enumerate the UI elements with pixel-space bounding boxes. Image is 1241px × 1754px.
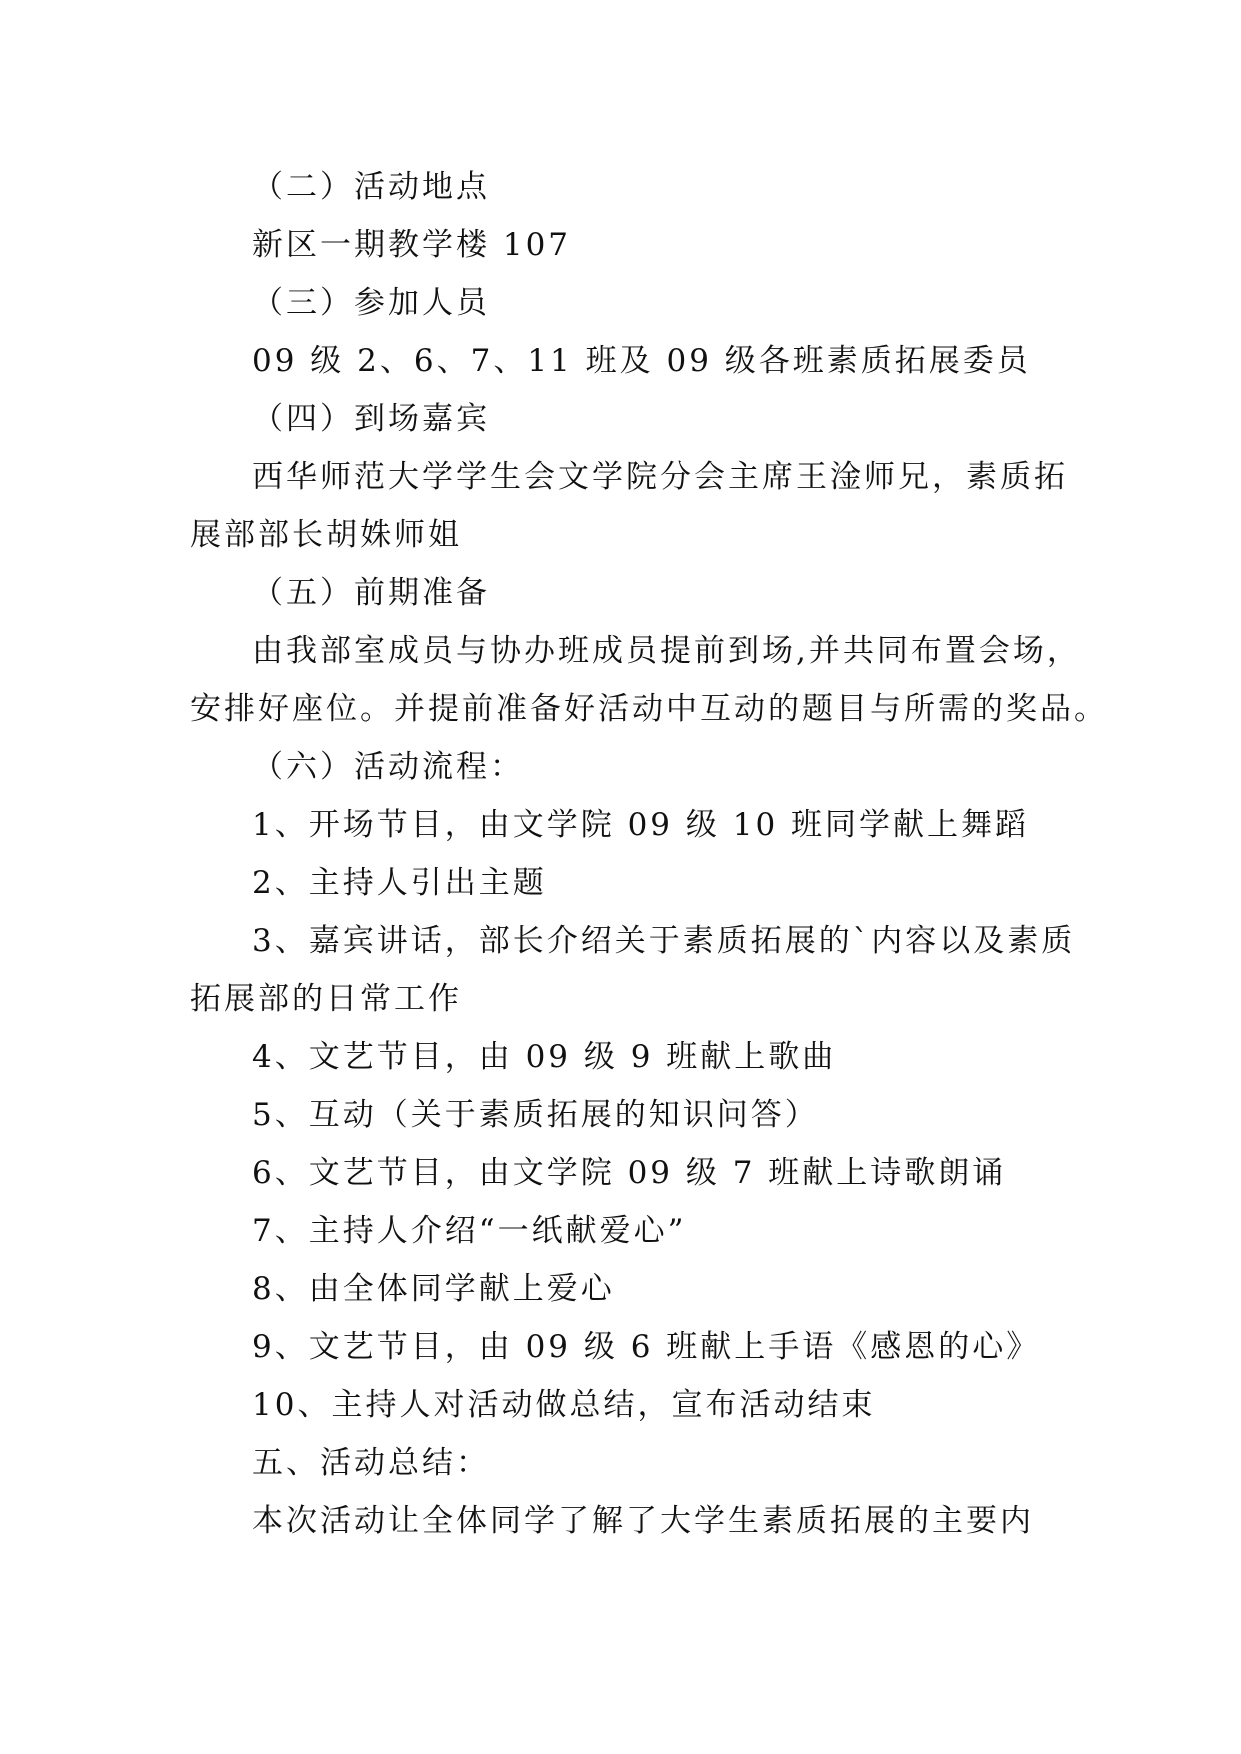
list-item: 10、主持人对活动做总结，宣布活动结束 bbox=[252, 1387, 876, 1423]
list-item: 1、开场节目，由文学院 09 级 10 班同学献上舞蹈 bbox=[252, 807, 1030, 843]
document-body bbox=[190, 158, 1108, 1550]
paragraph-line: 新区一期教学楼 107 bbox=[252, 227, 572, 263]
list-item: 9、文艺节目，由 09 级 6 班献上手语《感恩的心》 bbox=[252, 1329, 1041, 1365]
section-heading-process: （六）活动流程： bbox=[252, 749, 524, 785]
paragraph-line: 西华师范大学学生会文学院分会主席王淦师兄，素质拓 bbox=[252, 459, 1068, 495]
list-item: 2、主持人引出主题 bbox=[252, 865, 547, 901]
section-heading-preparation: （五）前期准备 bbox=[252, 575, 490, 611]
list-item: 7、主持人介绍“一纸献爱心” bbox=[252, 1213, 687, 1249]
list-item: 5、互动（关于素质拓展的知识问答） bbox=[252, 1097, 819, 1133]
list-item: 3、嘉宾讲话，部长介绍关于素质拓展的`内容以及素质 bbox=[252, 923, 1076, 959]
list-item: 8、由全体同学献上爱心 bbox=[252, 1271, 615, 1307]
paragraph-line: 展部部长胡姝师姐 bbox=[190, 517, 462, 553]
list-item: 4、文艺节目，由 09 级 9 班献上歌曲 bbox=[252, 1039, 837, 1075]
section-heading-venue: （二）活动地点 bbox=[252, 169, 490, 205]
list-item-continuation: 拓展部的日常工作 bbox=[190, 981, 462, 1017]
section-heading-summary: 五、活动总结： bbox=[252, 1445, 490, 1481]
paragraph-line: 安排好座位。并提前准备好活动中互动的题目与所需的奖品。 bbox=[190, 691, 1108, 727]
paragraph-line: 由我部室成员与协办班成员提前到场,并共同布置会场， bbox=[252, 633, 1081, 669]
list-item: 6、文艺节目，由文学院 09 级 7 班献上诗歌朗诵 bbox=[252, 1155, 1007, 1191]
paragraph-line: 09 级 2、6、7、11 班及 09 级各班素质拓展委员 bbox=[252, 343, 1031, 379]
section-heading-participants: （三）参加人员 bbox=[252, 285, 490, 321]
paragraph-line: 本次活动让全体同学了解了大学生素质拓展的主要内 bbox=[252, 1503, 1034, 1539]
section-heading-guests: （四）到场嘉宾 bbox=[252, 401, 490, 437]
